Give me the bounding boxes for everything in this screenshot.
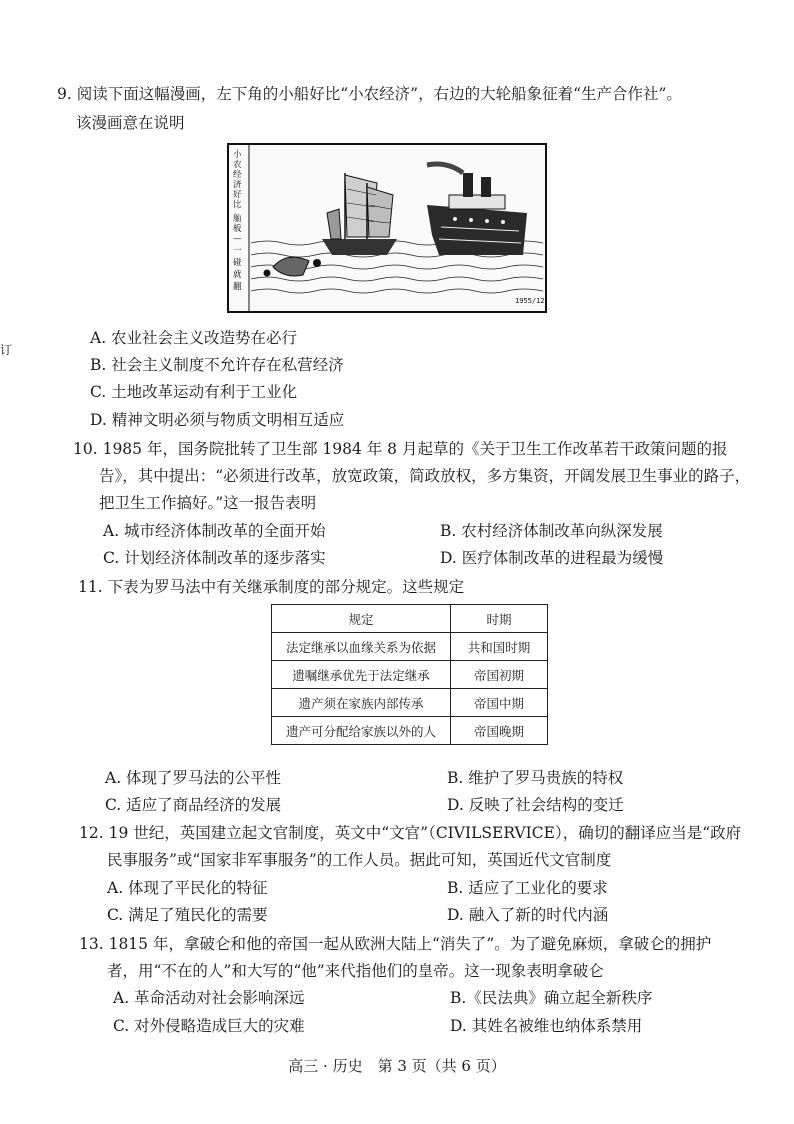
q13-option-a: A. 革命活动对社会影响深远 (113, 989, 305, 1007)
svg-text:就: 就 (233, 270, 242, 280)
svg-text:一: 一 (233, 246, 242, 256)
svg-text:比: 比 (233, 200, 242, 210)
table-row (272, 717, 548, 745)
table-cell-rule: 遗嘱继承优先于法定继承 (272, 661, 451, 689)
table-cell-period: 帝国初期 (451, 661, 548, 689)
table-cell-period: 帝国中期 (451, 689, 548, 717)
binding-margin-mark: 订 (0, 343, 13, 357)
table-cell-rule: 遗产须在家族内部传承 (272, 689, 451, 717)
q9-stem-line1: 9. 阅读下面这幅漫画，左下角的小船好比“小农经济”，右边的大轮船象征着“生产合作社”。 (57, 85, 682, 103)
q10-option-c: C. 计划经济体制改革的逐步落实 (103, 549, 326, 567)
q12-option-a: A. 体现了平民化的特征 (107, 879, 268, 897)
inheritance-rules-table (271, 604, 548, 745)
svg-text:舢: 舢 (233, 214, 242, 224)
table-header-period: 时期 (451, 605, 548, 633)
q12-stem-line1: 12. 19 世纪，英国建立起文官制度，英文中“文官”（CIVILSERVICE），确切的翻译应当是“政府 (79, 824, 742, 842)
q10-stem-line3: 把卫生工作搞好。”这一报告表明 (99, 494, 317, 512)
q13-stem-line2: 者，用“不在的人”和大写的“他”来代指他们的皇帝。这一现象表明拿破仑 (107, 962, 604, 980)
table-cell-period: 帝国晚期 (451, 717, 548, 745)
q11-stem-line1: 11. 下表为罗马法中有关继承制度的部分规定。这些规定 (78, 578, 465, 596)
svg-text:碰: 碰 (233, 258, 242, 268)
q9-option-c: C. 土地改革运动有利于工业化 (90, 383, 298, 401)
page-footer: 高三 · 历史 第 3 页（共 6 页） (288, 1057, 506, 1075)
q12-stem-line2: 民事服务”或“国家非军事服务”的工作人员。据此可知，英国近代文官制度 (107, 851, 612, 869)
q9-option-a: A. 农业社会主义改造势在必行 (90, 329, 298, 347)
table-header-row (272, 605, 548, 633)
q10-option-b: B. 农村经济体制改革向纵深发展 (440, 522, 663, 540)
q9-stem-line2: 该漫画意在说明 (76, 114, 185, 132)
q12-option-c: C. 满足了殖民化的需要 (107, 906, 268, 924)
svg-text:翻: 翻 (233, 282, 242, 292)
table-cell-period: 共和国时期 (451, 633, 548, 661)
table-row (272, 689, 548, 717)
q10-option-a: A. 城市经济体制改革的全面开始 (103, 522, 326, 540)
svg-text:济: 济 (233, 180, 242, 190)
table-row (272, 661, 548, 689)
svg-text:好: 好 (233, 190, 242, 200)
cartoon-date: 1955/12 (515, 297, 545, 305)
q11-option-a: A. 体现了罗马法的公平性 (105, 769, 282, 787)
table-row (272, 633, 548, 661)
q13-option-c: C. 对外侵略造成巨大的灾难 (113, 1017, 305, 1035)
cartoon-illustration (227, 143, 547, 313)
q12-option-b: B. 适应了工业化的要求 (447, 879, 608, 897)
table-cell-rule: 遗产可分配给家族以外的人 (272, 717, 451, 745)
q11-option-c: C. 适应了商品经济的发展 (105, 796, 282, 814)
q10-stem-line2: 告》，其中提出：“必须进行改革，放宽政策，简政放权，多方集资，开阔发展卫生事业的路子， (99, 467, 751, 485)
q10-option-d: D. 医疗体制改革的进程最为缓慢 (440, 549, 664, 567)
q9-option-d: D. 精神文明必须与物质文明相互适应 (90, 411, 345, 429)
q13-option-b: B.《民法典》确立起全新秩序 (450, 989, 653, 1007)
q13-stem-line1: 13. 1815 年，拿破仑和他的帝国一起从欧洲大陆上“消失了”。为了避免麻烦，拿破仑的拥护 (79, 935, 712, 953)
q9-option-b: B. 社会主义制度不允许存在私营经济 (90, 356, 344, 374)
q12-option-d: D. 融入了新的时代内涵 (447, 906, 609, 924)
table-header-rule: 规定 (272, 605, 451, 633)
svg-text:—: — (233, 234, 242, 244)
svg-text:小: 小 (233, 150, 242, 160)
table-cell-rule: 法定继承以血缘关系为依据 (272, 633, 451, 661)
q10-stem-line1: 10. 1985 年，国务院批转了卫生部 1984 年 8 月起草的《关于卫生工作改革若干政策问题的报 (73, 440, 728, 458)
svg-text:板: 板 (233, 224, 242, 234)
q11-option-b: B. 维护了罗马贵族的特权 (447, 769, 624, 787)
q13-option-d: D. 其姓名被维也纳体系禁用 (450, 1017, 643, 1035)
svg-text:农: 农 (233, 160, 242, 170)
svg-text:经: 经 (233, 170, 242, 180)
q11-option-d: D. 反映了社会结构的变迁 (447, 796, 624, 814)
